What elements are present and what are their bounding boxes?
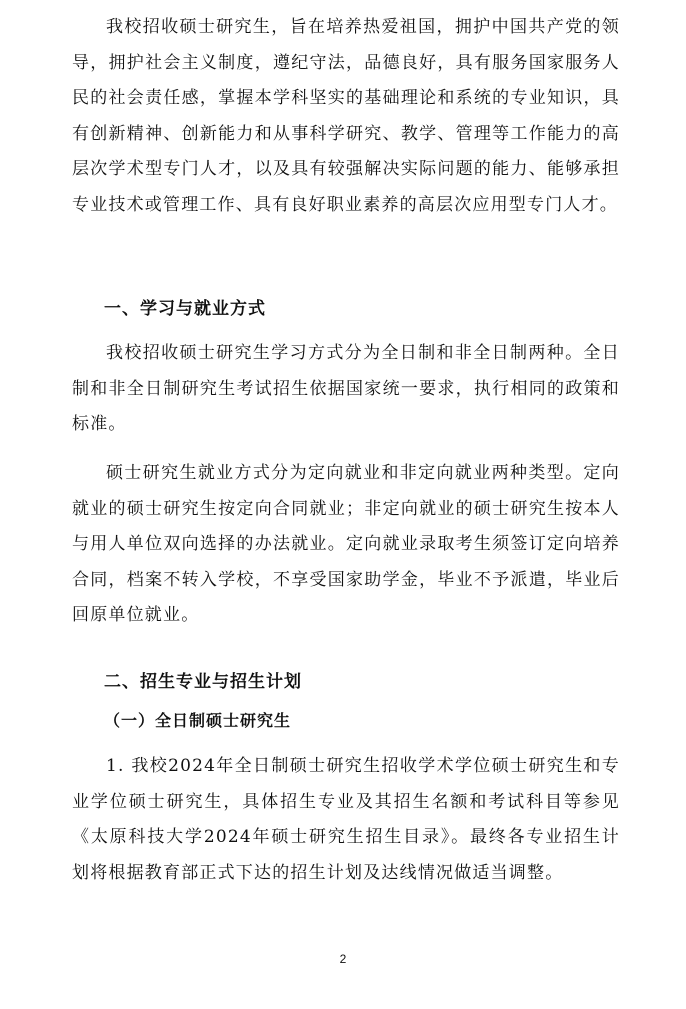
page-number: 2	[339, 952, 347, 966]
study-mode-paragraph: 我校招收硕士研究生学习方式分为全日制和非全日制两种。全日制和非全日制研究生考试招生依据国家统一要求，执行相同的政策和标准。	[72, 343, 620, 434]
section-heading-majors-plan: 二、招生专业与招生计划	[104, 672, 302, 692]
section-heading-study-employment: 一、学习与就业方式	[104, 299, 266, 319]
intro-paragraph: 我校招收硕士研究生，旨在培养热爱祖国，拥护中国共产党的领导，拥护社会主义制度，遵纪守法，品德良好，具有服务国家服务人民的社会责任感，掌握本学科坚实的基础理论和系统的专业知识，具有创新精神、创新能力和从事科学研究、教学、管理等工作能力的高层次学术型专门人才，以及具有较强解决实际问题的能力、能够承担专业技术或管理工作、具有良好职业素养的高层次应用型专门人才。	[72, 17, 620, 215]
full-time-plan-paragraph: 1. 我校2024年全日制硕士研究生招收学术学位硕士研究生和专业学位硕士研究生，具体招生专业及其招生名额和考试科目等参见《太原科技大学2024年硕士研究生招生目录》。最终各专业招生计划将根据教育部正式下达的招生计划及达线情况做适当调整。	[72, 756, 620, 883]
employment-mode-paragraph: 硕士研究生就业方式分为定向就业和非定向就业两种类型。定向就业的硕士研究生按定向合同就业；非定向就业的硕士研究生按本人与用人单位双向选择的办法就业。定向就业录取考生须签订定向培养合同，档案不转入学校，不享受国家助学金，毕业不予派遣，毕业后回原单位就业。	[72, 463, 620, 625]
subheading-full-time: （一）全日制硕士研究生	[104, 711, 292, 730]
